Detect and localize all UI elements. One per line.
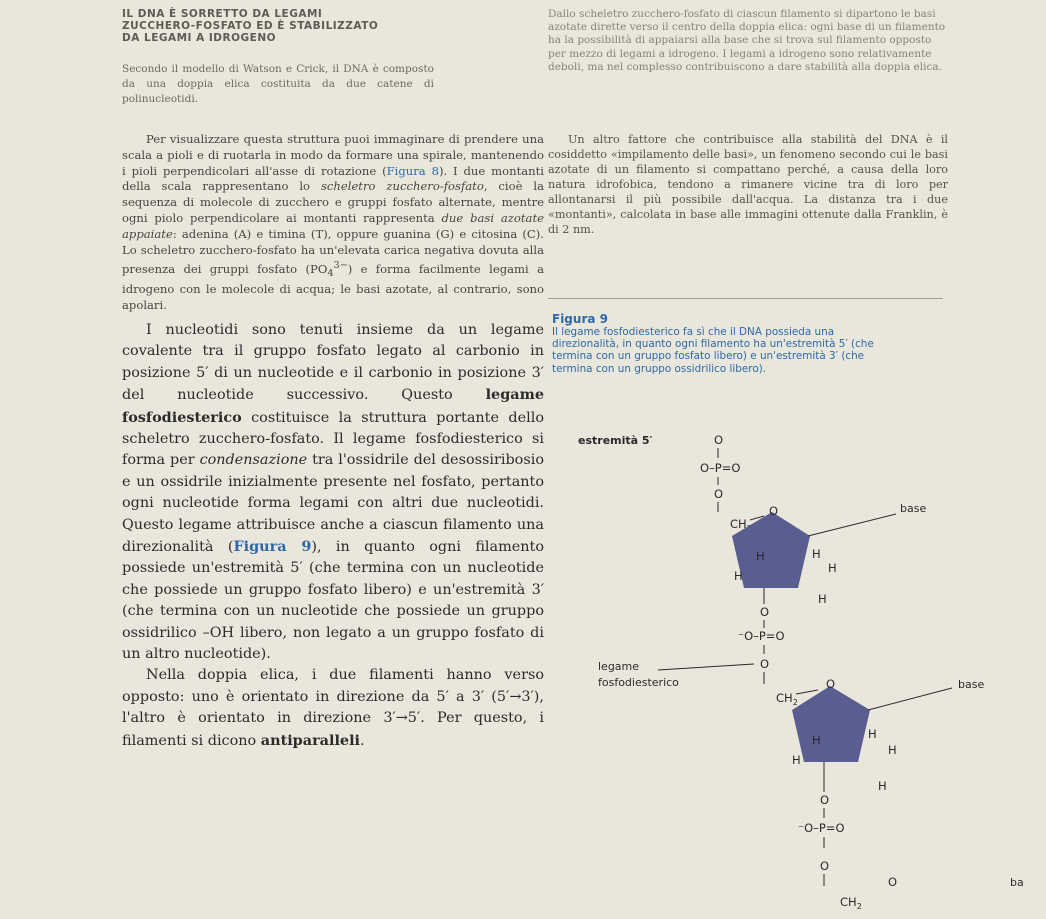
- intro-paragraph: Secondo il modello di Watson e Crick, il DNA è composto da una doppia elica costituita da due catene di polinucleotidi.: [122, 63, 434, 106]
- sugar-2-h: H: [812, 733, 821, 747]
- phosphate-2: ⁻O–P=O: [738, 629, 785, 643]
- sugar-2-h: H: [878, 779, 887, 793]
- sugar-1-h: H: [734, 569, 743, 583]
- sugar-3-ring-o: O: [888, 875, 898, 889]
- base-stacking-text: Un altro fattore che contribuisce alla stabilità del DNA è il cosiddetto «impilamento delle basi», un fenomeno secondo cui le basi azotate di un filamento si compattano perché, a causa della loro natura idrofobica, tendono a rimanere vicine tra di loro per allontanarsi il più possibile dall'acqua. La distanza tra i due «montanti», calcolata in base alle immagini ottenute dalla Franklin, è di 2 nm.: [548, 133, 948, 236]
- sugar-1-ring-o: O: [769, 504, 779, 518]
- sugar-1-h: H: [828, 561, 837, 575]
- bond-label-line-2: fosfodiesterico: [598, 676, 679, 689]
- base-1-label: base: [900, 502, 927, 515]
- sugar-2-h: H: [868, 727, 877, 741]
- column-divider: [548, 298, 943, 299]
- term-phosphodiester: legame fosfodiesterico: [122, 386, 544, 426]
- sugar-2-ring: [792, 686, 870, 762]
- phosphate-3: ⁻O–P=O: [798, 821, 845, 835]
- phosphate-3-top-o: O: [820, 793, 830, 807]
- ch2-1: CH: [730, 517, 747, 531]
- phosphate-2-top-o: O: [760, 605, 770, 619]
- sugar-1-h: H: [812, 547, 821, 561]
- bond-line: [796, 690, 818, 694]
- ch2-2: $CH_2$: [776, 691, 798, 707]
- heading-line-2: ZUCCHERO-FOSFATO ED È STABILIZZATO: [122, 20, 379, 32]
- section-heading: [122, 8, 422, 44]
- dna-strand-diagram: [548, 420, 1046, 919]
- figure-caption: Il legame fosfodiesterico fa sì che il DNA possieda una direzionalità, in quanto ogni filamento ha un'estremità 5′ (che termina con un gruppo fosfato libero) e un'estremità 3′ (che termina con un gruppo ossidrilico libero).: [552, 326, 874, 375]
- figure-label: Figura 9: [552, 312, 608, 326]
- phosphate-1-top-o: O: [714, 433, 724, 447]
- phosphodiester-paragraph: I nucleotidi sono tenuti insieme da un legame covalente tra il gruppo fosfato legato al carbonio in posizione 5′ di un nucleotide e il carbonio in posizione 3′ del nucleotide successivo. Questo legame fosfodiesterico costituisce la struttura portante dello scheletro zucchero-fosfato. Il legame fosfodiesterico si forma per condensazione tra l'ossidrile del desossiribosio e un ossidrile inizialmente presente nel fosfato, pertanto ogni nucleotide forma legami con altri due nucleotidi. Questo legame attribuisce anche a ciascun filamento una direzionalità (Figura 9), in quanto ogni filamento possiede un'estremità 5′ (che termina con un nucleotide che possiede un gruppo fosfato libero) e un'estremità 3′ (che termina con un nucleotide che possiede un gruppo ossidrilico –OH libero, non legato a un gruppo fosfato di un altro nucleotide).: [122, 321, 544, 663]
- sugar-2-h: H: [888, 743, 897, 757]
- base-2-link: [868, 688, 952, 710]
- antiparallel-paragraph: Nella doppia elica, i due filamenti hanno verso opposto: uno è orientato in direzione da 5′ a 3′ (5′→3′), l'altro è orientato in direzione 3′→5′. Per questo, i filamenti si dicono antiparalleli.: [122, 667, 544, 749]
- base-3-label: ba: [1010, 876, 1024, 889]
- base-2-label: base: [958, 678, 985, 691]
- sugar-1-h: H: [818, 592, 827, 606]
- bond-label-line-1: legame: [598, 660, 640, 673]
- heading-line-1: IL DNA È SORRETTO DA LEGAMI: [122, 8, 323, 20]
- ladder-analogy-paragraph: Per visualizzare questa struttura puoi immaginare di prendere una scala a pioli e di ruotarla in modo da formare una spirale, mantenendo i pioli perpendicolari all'asse di rotazione (Figura 8). I due montanti della scala rappresentano lo scheletro zucchero-fosfato, cioè la sequenza di molecole di zucchero e gruppi fosfato alternate, mentre ogni piolo perpendicolare ai montanti rappresenta due basi azotate appaiate: adenina (A) e timina (T), oppure guanina (G) e citosina (C). Lo scheletro zucchero-fosfato ha un'elevata carica negativa dovuta alla presenza dei gruppi fosfato $(PO_4^{3-})$ e forma facilmente legami a idrogeno con le molecole di acqua; le basi azotate, al contrario, sono apolari.: [122, 132, 545, 313]
- sugar-2-h: H: [792, 753, 801, 767]
- phosphate-3-bottom-o: O: [820, 859, 830, 873]
- sugar-1-h: H: [756, 549, 765, 563]
- figure-8-ref[interactable]: Figura 8: [386, 163, 439, 178]
- phosphate-1: O–P=O: [700, 461, 741, 475]
- right-mid-paragraph: [548, 132, 948, 237]
- ch2-3: $CH_2$: [840, 895, 862, 911]
- figure-9-ref[interactable]: Figura 9: [233, 538, 312, 555]
- left-column: [122, 132, 544, 752]
- sugar-2-ring-o: O: [826, 677, 836, 691]
- base-1-link: [808, 514, 896, 536]
- end-5-label: estremità 5′: [578, 434, 653, 447]
- right-top-paragraph: Dallo scheletro zucchero-fosfato di ciascun filamento si dipartono le basi azotate dirette verso il centro della doppia elica: ogni base di un filamento ha la possibilità di appaiarsi alla base che si trova sul filamento opposto per mezzo di legami a idrogeno. I legami a idrogeno sono relativamente deboli, ma nel complesso contribuiscono a dare stabilità alla doppia elica.: [548, 8, 946, 73]
- phosphate-1-bottom-o: O: [714, 487, 724, 501]
- bond-pointer: [658, 664, 754, 670]
- term-antiparallel: antiparalleli: [260, 731, 360, 749]
- phosphate-2-bottom-o: O: [760, 657, 770, 671]
- heading-line-3: DA LEGAMI A IDROGENO: [122, 32, 277, 44]
